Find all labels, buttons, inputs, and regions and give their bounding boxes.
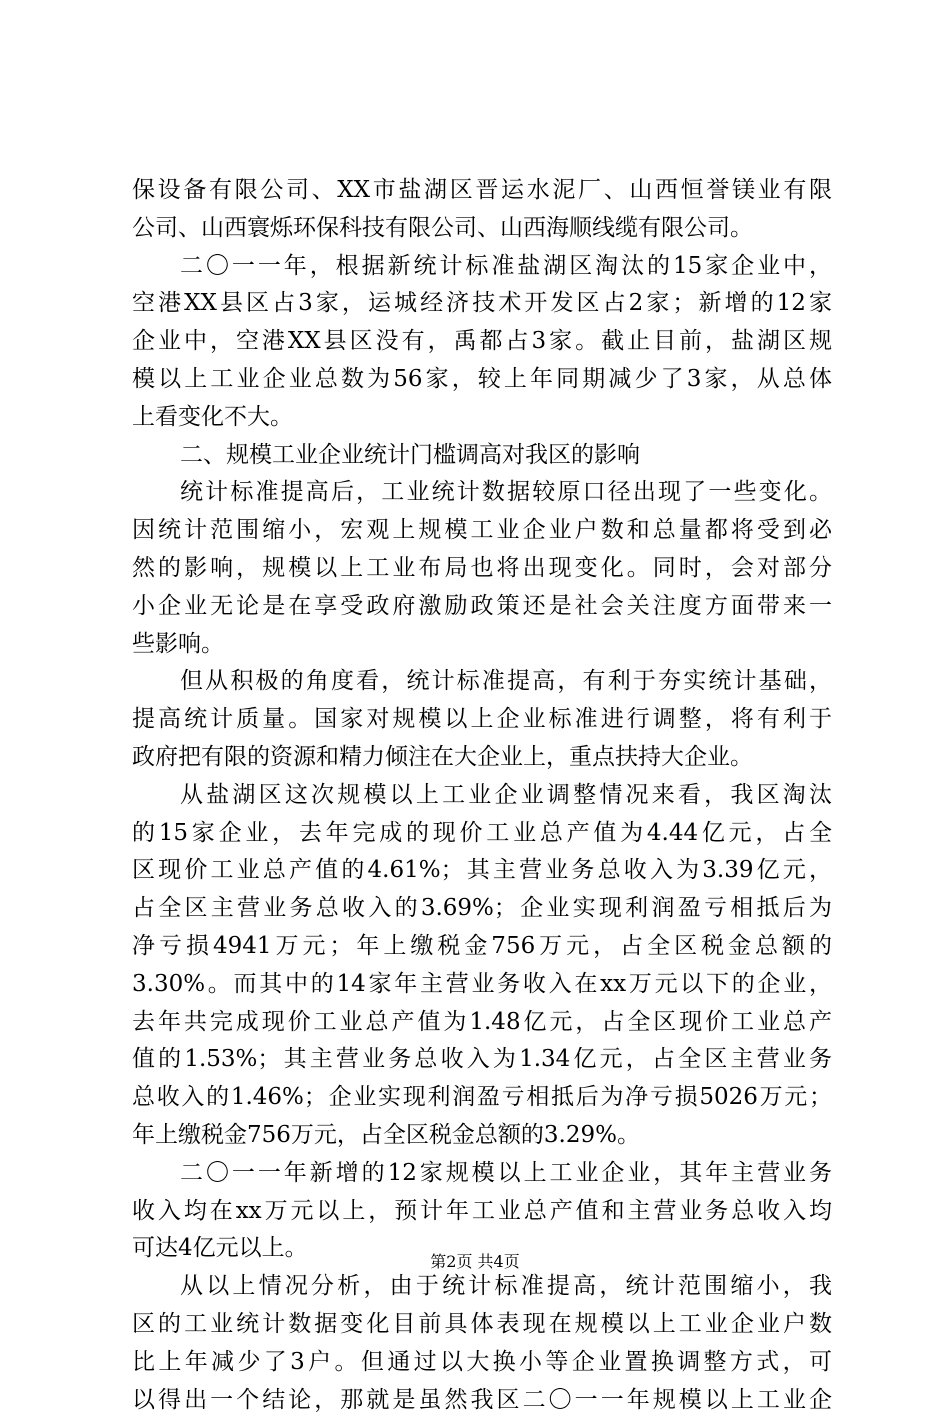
text-line: 年上缴税金756万元，占全区税金总额的3.29%。 xyxy=(132,1117,832,1155)
text-line: 收入均在xx万元以上，预计年工业总产值和主营业务总收入均 xyxy=(132,1193,832,1231)
text-line: 比上年减少了3户。但通过以大换小等企业置换调整方式，可 xyxy=(132,1344,832,1382)
text-line: 上看变化不大。 xyxy=(132,399,832,437)
text-line: 可达4亿元以上。 xyxy=(132,1230,832,1268)
text-line: 但从积极的角度看，统计标准提高，有利于夯实统计基础， xyxy=(132,663,832,701)
text-line: 提高统计质量。国家对规模以上企业标准进行调整，将有利于 xyxy=(132,701,832,739)
text-line: 总收入的1.46%；企业实现利润盈亏相抵后为净亏损5026万元； xyxy=(132,1079,832,1117)
text-line: 值的1.53%；其主营业务总收入为1.34亿元，占全区主营业务 xyxy=(132,1041,832,1079)
text-line: 保设备有限公司、XX市盐湖区晋运水泥厂、山西恒誉镁业有限 xyxy=(132,172,832,210)
text-line: 空港XX县区占3家，运城经济技术开发区占2家；新增的12家 xyxy=(132,285,832,323)
text-line: 3.30%。而其中的14家年主营业务收入在xx万元以下的企业， xyxy=(132,966,832,1004)
text-line: 小企业无论是在享受政府激励政策还是社会关注度方面带来一 xyxy=(132,588,832,626)
text-line: 区的工业统计数据变化目前具体表现在规模以上工业企业户数 xyxy=(132,1306,832,1344)
text-line: 政府把有限的资源和精力倾注在大企业上，重点扶持大企业。 xyxy=(132,739,832,777)
document-body xyxy=(132,172,832,1419)
text-line: 区现价工业总产值的4.61%；其主营业务总收入为3.39亿元， xyxy=(132,852,832,890)
text-line: 占全区主营业务总收入的3.69%；企业实现利润盈亏相抵后为 xyxy=(132,890,832,928)
text-line: 公司、山西寰烁环保科技有限公司、山西海顺线缆有限公司。 xyxy=(132,210,832,248)
text-line: 统计标准提高后，工业统计数据较原口径出现了一些变化。 xyxy=(132,474,832,512)
text-line: 二〇一一年，根据新统计标准盐湖区淘汰的15家企业中， xyxy=(132,248,832,286)
text-line: 二、规模工业企业统计门槛调高对我区的影响 xyxy=(132,437,832,475)
text-line: 从盐湖区这次规模以上工业企业调整情况来看，我区淘汰 xyxy=(132,777,832,815)
text-line: 的15家企业，去年完成的现价工业总产值为4.44亿元，占全 xyxy=(132,815,832,853)
text-line: 净亏损4941万元；年上缴税金756万元，占全区税金总额的 xyxy=(132,928,832,966)
text-line: 因统计范围缩小，宏观上规模工业企业户数和总量都将受到必 xyxy=(132,512,832,550)
page-footer: 第2页 共4页 xyxy=(0,1252,950,1272)
text-line: 去年共完成现价工业总产值为1.48亿元，占全区现价工业总产 xyxy=(132,1004,832,1042)
text-line: 企业中，空港XX县区没有，禹都占3家。截止目前，盐湖区规 xyxy=(132,323,832,361)
text-line: 些影响。 xyxy=(132,626,832,664)
text-line: 从以上情况分析，由于统计标准提高，统计范围缩小，我 xyxy=(132,1268,832,1306)
text-line: 二〇一一年新增的12家规模以上工业企业，其年主营业务 xyxy=(132,1155,832,1193)
text-line: 模以上工业企业总数为56家，较上年同期减少了3家，从总体 xyxy=(132,361,832,399)
text-line: 然的影响，规模以上工业布局也将出现变化。同时，会对部分 xyxy=(132,550,832,588)
text-line: 以得出一个结论，那就是虽然我区二〇一一年规模以上工业企 xyxy=(132,1382,832,1419)
